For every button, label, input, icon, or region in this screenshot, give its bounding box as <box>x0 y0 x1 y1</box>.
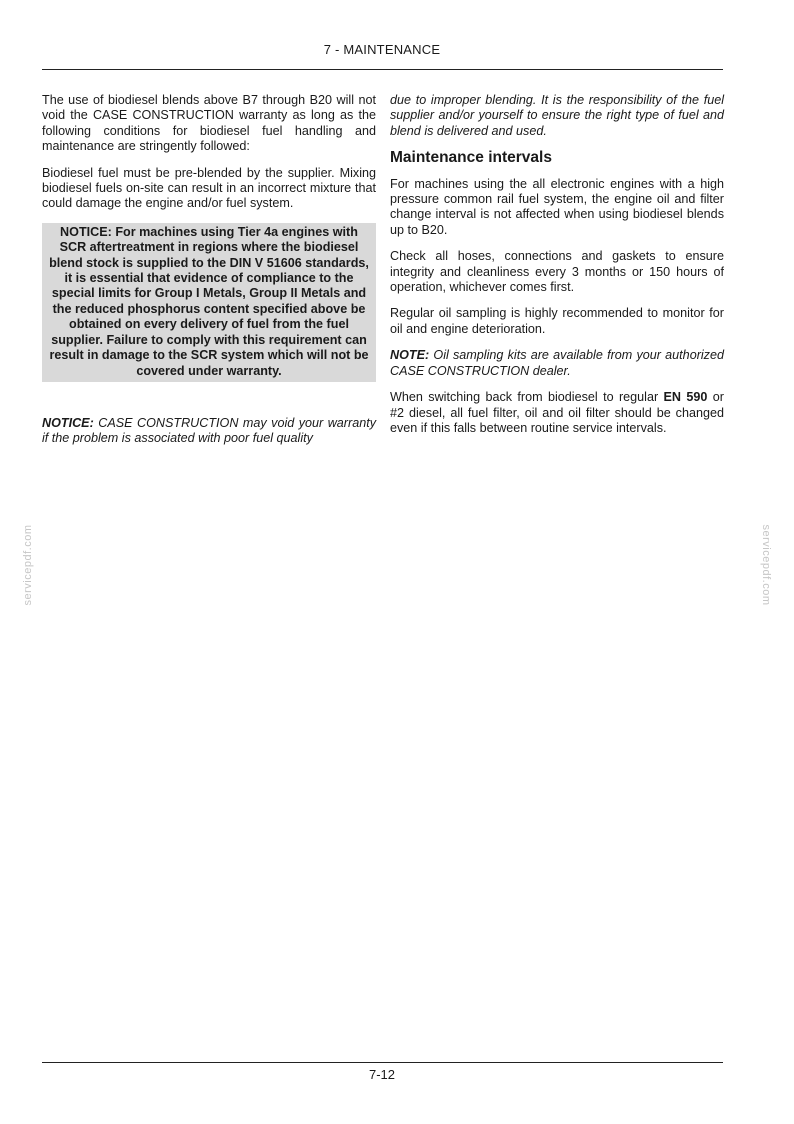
warranty-notice-paragraph <box>42 416 376 447</box>
preblend-paragraph: Biodiesel fuel must be pre-blended by the supplier. Mixing biodiesel fuels on-site can result in an incorrect mixture that could damage the engine and/or fuel system. <box>42 165 376 211</box>
scr-notice-box: NOTICE: For machines using Tier 4a engines with SCR aftertreatment in regions where the biodiesel blend stock is supplied to the DIN V 51606 standards, it is essential that evidence of compliance to the special limits for Group I Metals, Group II Metals and the reduced phosphorus content specified above be obtained on every delivery of fuel from the fuel supplier. Failure to comply with this requirement can result in damage to the SCR system which will not be covered under warranty. <box>42 223 376 382</box>
hose-check-paragraph: Check all hoses, connections and gaskets to ensure integrity and cleanliness every 3 months or 150 hours of operation, whichever comes first. <box>390 249 724 295</box>
switch-back-text-pre: When switching back from biodiesel to regular <box>390 390 664 405</box>
page-header-title: 7 - MAINTENANCE <box>323 42 441 57</box>
oil-sampling-paragraph: Regular oil sampling is highly recommended to monitor for oil and engine deterioration. <box>390 306 724 336</box>
page-number: 7-12 <box>368 1067 396 1082</box>
notice-continuation-paragraph: due to improper blending. It is the responsibility of the fuel supplier and/or yourself to ensure the right type of fuel and blend is delivered and used. <box>390 93 724 138</box>
en590-term: EN 590 <box>663 390 708 405</box>
maintenance-intervals-heading: Maintenance intervals <box>390 149 552 167</box>
watermark-left: servicepdf.com <box>22 524 34 606</box>
switch-back-text-post: or #2 diesel, all fuel filter, oil and oil filter should be changed even if this falls between routine service intervals. <box>390 390 724 435</box>
notice-text: CASE CONSTRUCTION may void your warranty if the problem is associated with poor fuel quality <box>42 415 376 446</box>
notice-label: NOTICE: <box>42 415 94 430</box>
watermark-right: servicepdf.com <box>760 524 772 606</box>
switch-back-paragraph <box>390 390 724 436</box>
footer-divider <box>42 1062 723 1063</box>
oil-kit-note-paragraph <box>390 348 724 379</box>
right-column <box>390 93 724 447</box>
note-label: NOTE: <box>390 348 430 363</box>
left-column <box>42 93 376 458</box>
note-text: Oil sampling kits are available from your authorized CASE CONSTRUCTION dealer. <box>390 348 724 378</box>
oil-change-interval-paragraph: For machines using the all electronic engines with a high pressure common rail fuel system, the engine oil and filter change interval is not affected when using biodiesel blends up to B20. <box>390 176 724 237</box>
header-divider <box>42 69 723 70</box>
biodiesel-warranty-paragraph: The use of biodiesel blends above B7 through B20 will not void the CASE CONSTRUCTION warranty as long as the following conditions for biodiesel fuel handling and maintenance are stringently followed: <box>42 93 376 154</box>
